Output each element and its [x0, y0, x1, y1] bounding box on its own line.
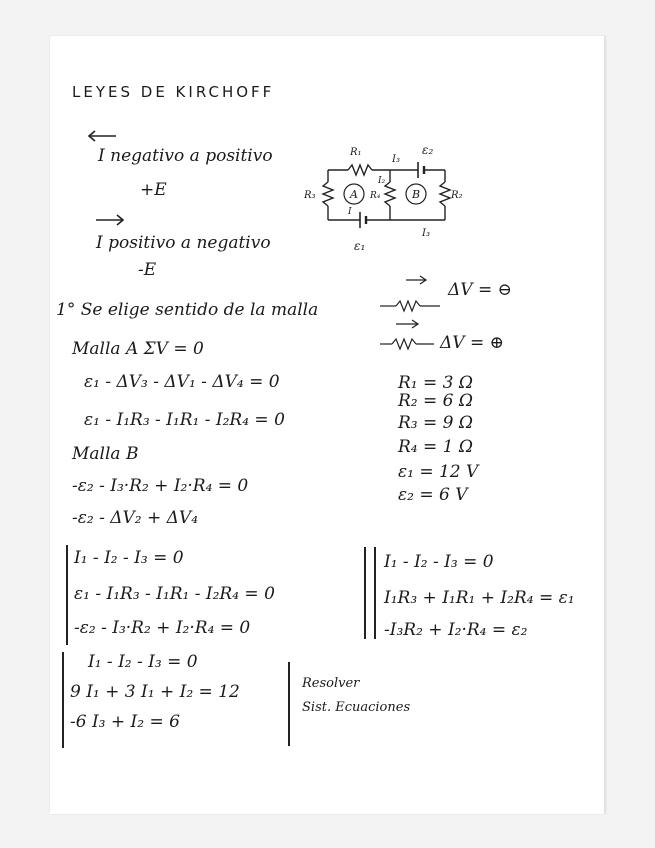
- malla-b-eq2: -ε₂ - ΔV₂ + ΔV₄: [72, 508, 199, 528]
- label-i3-top: I₃: [392, 154, 400, 165]
- arrow-left-icon: [86, 128, 126, 148]
- label-e2: ε₂: [422, 143, 434, 157]
- step-text: 1° Se elige sentido de la malla: [56, 300, 319, 320]
- system2-eq1: I₁ - I₂ - I₃ = 0: [384, 552, 494, 572]
- system3-brace: [62, 652, 64, 748]
- system2-eq3: -I₃R₂ + I₂·R₄ = ε₂: [384, 620, 528, 640]
- label-mesh-b: B: [412, 188, 421, 201]
- label-r2: R₂: [451, 190, 463, 201]
- malla-a-title: Malla A ΣV = 0: [72, 339, 204, 359]
- rule-negativo-positivo: I negativo a positivo: [98, 146, 273, 166]
- resistor-rule-diagrams: [376, 272, 446, 352]
- value-r2: R₂ = 6 Ω: [398, 391, 473, 411]
- malla-a-eq2: ε₁ - I₁R₃ - I₁R₁ - I₂R₄ = 0: [84, 410, 285, 430]
- rule-positivo-negativo: I positivo a negativo: [96, 233, 271, 253]
- label-r1: R₁: [350, 147, 362, 158]
- value-e1: ε₁ = 12 V: [398, 462, 479, 482]
- system1-eq1: I₁ - I₂ - I₃ = 0: [74, 548, 184, 568]
- note-brace: [288, 662, 290, 746]
- note-sist-ecuaciones: Sist. Ecuaciones: [302, 700, 411, 715]
- label-r3: R₃: [304, 190, 316, 201]
- system2-brace-inner: [374, 547, 376, 639]
- label-i3-bottom: I₃: [422, 228, 430, 239]
- label-i2: I₂: [378, 176, 386, 186]
- resistor-r1: [348, 165, 372, 175]
- system3-eq3: -6 I₃ + I₂ = 6: [70, 712, 180, 732]
- system2-eq2: I₁R₃ + I₁R₁ + I₂R₄ = ε₁: [384, 588, 575, 608]
- rule-emf-minus: -E: [138, 260, 157, 280]
- system1-eq2: ε₁ - I₁R₃ - I₁R₁ - I₂R₄ = 0: [74, 584, 275, 604]
- label-i: I: [348, 207, 352, 217]
- label-r4: R₄: [370, 191, 381, 201]
- circuit-diagram: [300, 138, 490, 258]
- page-title: LEYES DE KIRCHOFF: [72, 83, 275, 101]
- system1-eq3: -ε₂ - I₃·R₂ + I₂·R₄ = 0: [74, 618, 251, 638]
- system3-eq1: I₁ - I₂ - I₃ = 0: [88, 652, 198, 672]
- system2-brace: [364, 547, 366, 639]
- malla-b-title: Malla B: [72, 444, 139, 464]
- resistor-rule-negative: ΔV = ⊖: [448, 280, 512, 300]
- resistor-rule-positive: ΔV = ⊕: [440, 333, 504, 353]
- label-mesh-a: A: [350, 188, 358, 201]
- label-e1: ε₁: [354, 239, 366, 253]
- value-r1: R₁ = 3 Ω: [398, 373, 473, 393]
- note-resolver: Resolver: [302, 676, 360, 691]
- value-e2: ε₂ = 6 V: [398, 485, 468, 505]
- value-r4: R₄ = 1 Ω: [398, 437, 473, 457]
- system1-brace: [66, 545, 68, 645]
- rule-emf-plus: +E: [140, 180, 167, 200]
- system3-eq2: 9 I₁ + 3 I₁ + I₂ = 12: [70, 682, 240, 702]
- malla-a-eq1: ε₁ - ΔV₃ - ΔV₁ - ΔV₄ = 0: [84, 372, 280, 392]
- arrow-right-icon: [93, 212, 133, 232]
- malla-b-eq1: -ε₂ - I₃·R₂ + I₂·R₄ = 0: [72, 476, 249, 496]
- value-r3: R₃ = 9 Ω: [398, 413, 473, 433]
